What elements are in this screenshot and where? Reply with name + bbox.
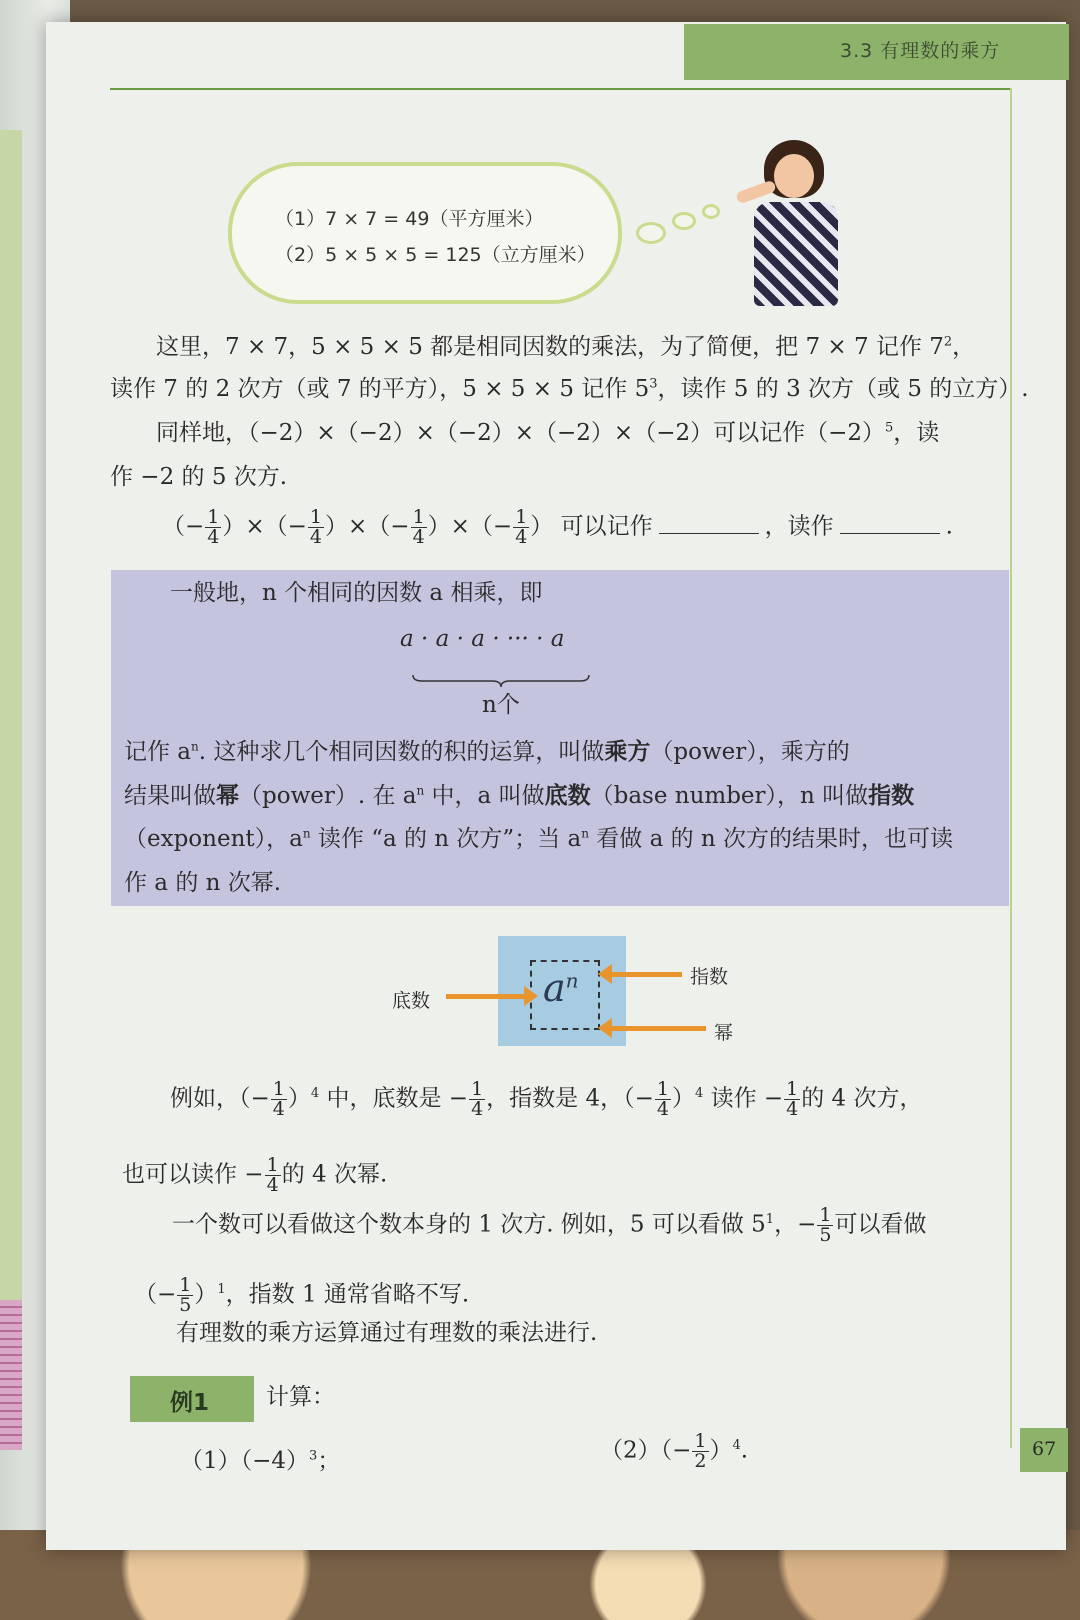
answer-blank-2[interactable]: [840, 533, 940, 534]
base-arrow-head-icon: [524, 986, 538, 1006]
paragraph-2-line-2: 作 −2 的 5 次方.: [110, 464, 288, 490]
definition-line-2: 结果叫做幂（power）. 在 $a^n$ 中，a 叫做底数（base number），n 叫做指数: [124, 782, 915, 809]
cloud-line-1: （1）7 × 7 = 49（平方厘米）: [275, 208, 544, 230]
girl-illustration: [744, 140, 854, 308]
example-line-4: （− $\frac{1}{5}$ ）$^1$，指数 1 通常省略不写.: [134, 1274, 470, 1316]
example-line-1: 例如，（− $\frac{1}{4}$ ）$^4$ 中，底数是 − $\frac{1}{4}$ ，指数是 4，（− $\frac{1}{4}$ ）$^4$ 读作 − $\frac{1}{4}$ 的 4 次方，: [170, 1078, 923, 1120]
example-1-item-2: （2）（− $\frac{1}{2}$ ）$^4$.: [600, 1430, 749, 1472]
paragraph-2-line-1: 同样地，（−2）×（−2）×（−2）×（−2）×（−2）可以记作$(-2)^5$，读: [156, 420, 940, 446]
exponent-arrow: [612, 972, 682, 977]
section-title: 3.3 有理数的乘方: [840, 40, 1001, 62]
example-line-5: 有理数的乘方运算通过有理数的乘法进行.: [176, 1320, 598, 1346]
paragraph-1-line-1: 这里，7 × 7，5 × 5 × 5 都是相同因数的乘法，为了简便，把 7 × 7 记作 $7^2$，: [156, 334, 976, 360]
fraction-product-line: （− $\frac{1}{4}$ ）×（− $\frac{1}{4}$ ）×（− $\frac{1}{4}$ ）×（− $\frac{1}{4}$ ） 可以记作 ，读作 .: [162, 506, 953, 548]
power-arrow: [612, 1026, 706, 1031]
definition-product: a · a · a · ··· · a: [400, 626, 565, 652]
power-symbol: $a^n$: [543, 966, 579, 1010]
fraction-quarter: $\frac{1}{4}$: [309, 506, 323, 548]
thought-bubble-1: [636, 222, 666, 244]
page-number: 67: [1032, 1438, 1057, 1460]
base-arrow: [446, 994, 526, 999]
exponent-label: 指数: [690, 966, 729, 988]
definition-line-3: （exponent），$a^n$ 读作 “a 的 n 次方”；当 $a^n$ 看做 a 的 n 次方的结果时，也可读: [124, 826, 954, 852]
definition-line-4: 作 a 的 n 次幂.: [124, 870, 282, 896]
example-1-tag-label: 例1: [170, 1390, 210, 1416]
thought-cloud: [228, 162, 622, 304]
thought-bubble-2: [672, 212, 696, 230]
example-1-instruction: 计算：: [266, 1384, 335, 1410]
base-label: 底数: [392, 990, 431, 1012]
definition-n-count: n个: [482, 692, 520, 718]
fraction-quarter: $\frac{1}{4}$: [412, 506, 425, 548]
left-page-green-strip: [0, 130, 22, 1380]
paragraph-1-line-2: 读作 7 的 2 次方（或 7 的平方），5 × 5 × 5 记作 $5^3$，读作 5 的 3 次方（或 5 的立方）.: [110, 376, 1029, 402]
underbrace-icon: [412, 674, 590, 688]
answer-blank-1[interactable]: [659, 533, 759, 534]
cloud-line-2: （2）5 × 5 × 5 = 125（立方厘米）: [275, 244, 596, 266]
header-rule: [110, 88, 1010, 90]
left-page-cube-illustration: [0, 1300, 22, 1450]
fraction-quarter: $\frac{1}{4}$: [207, 506, 220, 548]
power-label: 幂: [714, 1022, 734, 1044]
power-arrow-head-icon: [598, 1018, 612, 1038]
thought-bubble-3: [702, 204, 720, 219]
example-1-item-1: $(1)(-4)^3$；: [180, 1448, 341, 1474]
definition-intro: 一般地，n 个相同的因数 a 相乘，即: [170, 580, 543, 606]
exponent-arrow-head-icon: [598, 964, 612, 984]
definition-line-1: 记作 $a^n$. 这种求几个相同因数的积的运算，叫做乘方（power），乘方的: [124, 738, 850, 765]
fraction-quarter: $\frac{1}{4}$: [515, 506, 528, 548]
example-line-3: 一个数可以看做这个数本身的 1 次方. 例如，5 可以看做 $5^1$，− $\frac{1}{5}$ 可以看做: [172, 1204, 927, 1246]
right-margin-rule: [1010, 88, 1012, 1448]
example-line-2: 也可以读作 − $\frac{1}{4}$ 的 4 次幂.: [122, 1154, 388, 1196]
